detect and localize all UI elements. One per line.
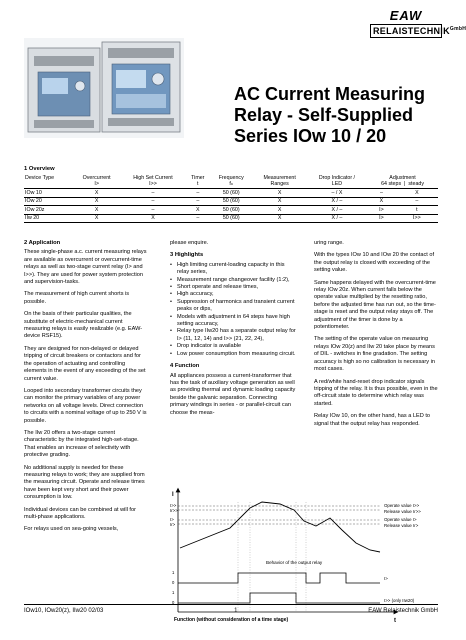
list-item: • Relay type IIw20 has a separate output relay for I> (11, 12, 14) and I>> (21, 22, 24),	[170, 328, 296, 343]
label-iopp: I>>	[170, 503, 177, 508]
svg-text:0: 0	[172, 580, 175, 585]
paragraph: Individual devices can be combined at will for multi-phase applications.	[24, 506, 136, 520]
paragraph: A red/white hand-reset drop indicator signals tripping of the relay. It is thus possible, even in the off-circuit state to determine which relay was started.	[314, 378, 438, 407]
table-row: IOw 10 X – – 50 (60) X – / X – X	[24, 189, 438, 198]
paragraph: With the types IOw 10 and IOw 20 the contact of the output relay is closed with exceeding of the setting value.	[314, 252, 435, 274]
overview-header-row	[24, 174, 438, 189]
footer-right: EAW Relaistechnik GmbH	[368, 608, 438, 614]
paragraph: No additional supply is needed for these measuring relays to work; they are supplied from the measuring circuit. Operate and release times have been kept very short and their power consumption is low.	[24, 464, 145, 501]
label-irpp: Ir>>	[170, 508, 178, 513]
paragraph: The setting of the operate value on measuring relays IOw 20(z) and IIw 20 take place by means of DIL - switches in fine gradation. The setting accuracy is high so no calibration is necessary in most cases.	[314, 336, 435, 373]
paragraph: On the basis of their particular qualities, the substitute of electric-mechanical current measuring relays is easily realizable (e.g. EAW-device RSF15).	[24, 311, 143, 340]
header-adjustment: Adjustment 64 steps | steady	[367, 174, 438, 189]
list-item: • Short operate and release times,	[170, 284, 296, 291]
document-title: AC Current Measuring Relay - Self-Supplied Series IOw 10 / 20	[234, 84, 426, 146]
paragraph: please enquire.	[170, 240, 209, 246]
label-irp: Ir>	[170, 522, 176, 527]
table-row: IOw 20z X – X 50 (60) X X / – I> t	[24, 206, 438, 215]
svg-text:0: 0	[172, 600, 175, 605]
list-item: • High limiting current-loading capacity in this relay series,	[170, 262, 296, 277]
header-overcurrent: Overcurrent I>	[73, 174, 120, 189]
label-iop: I>	[170, 517, 174, 522]
page-footer	[24, 604, 438, 614]
header-timer: Timer t	[186, 174, 210, 189]
paragraph: For relays used on sea-going vessels,	[24, 526, 119, 533]
table-row: IIw 20 X X – 50 (60) X X / – I> I>>	[24, 214, 438, 223]
application-column	[24, 240, 148, 539]
output-label-i: I>	[384, 576, 388, 581]
y-axis-label: I	[172, 492, 174, 498]
function-column	[314, 240, 438, 433]
paragraph: All appliances possess a current-transformer that has the task of auxiliary voltage generation as well as providing thermal and dynamic loading capacity beside the galvanic separation. Connecting primary windings in series - or parallel-circuit can choose the meas-	[170, 372, 296, 416]
footer-left: IOw10, IOw20(z), IIw20 02/03	[24, 608, 104, 614]
legend-release-irp: Release value Ir>	[384, 523, 419, 528]
paragraph: These single-phase a.c. current measuring relays are available as overcurrent or overcurrent-time relays as well as two-stage current relay (I> and I>>). They are used for power system protection and supervision-tasks.	[24, 249, 147, 286]
table-row: IOw 20 X – – 50 (60) X X / – X –	[24, 197, 438, 206]
highlights-list	[170, 262, 296, 358]
logo-line: $RELAISTECHNIK^{GmbH}$	[370, 24, 442, 38]
header-high-set: High Set Current I>>	[120, 174, 185, 189]
svg-text:1: 1	[172, 570, 175, 575]
section-heading: 4 Function	[170, 363, 200, 370]
paragraph: The measurement of high current shorts is possible.	[24, 291, 130, 305]
section-heading: 3 Highlights	[170, 252, 204, 259]
diagram-caption: Function (without consideration of a time stage)	[174, 617, 289, 623]
overview-table	[24, 174, 438, 223]
list-item: • Suppression of harmonics and transient current peaks or dips,	[170, 299, 296, 314]
section-heading: 2 Application	[24, 240, 61, 246]
output-ipp-trace	[178, 593, 380, 603]
legend-operate-ipp: Operate value I>>	[384, 503, 420, 508]
list-item: • Models with adjustment in 64 steps have high setting accuracy,	[170, 314, 296, 329]
overview-heading: 1 Overview	[24, 166, 55, 172]
paragraph: The IIw 20 offers a two-stage current characteristic by the integrated high-set-stage. That enables an increase of selectivity with protective grading.	[24, 429, 139, 459]
product-photo	[24, 38, 184, 138]
list-item: • Measurement range changeover facility (1:2),	[170, 277, 296, 284]
list-item: • Drop indicator is available	[170, 343, 296, 350]
paragraph: uring range.	[314, 240, 344, 246]
header-drop: Drop Indicator / LED	[307, 174, 367, 189]
legend-release-irpp: Release value Ir>>	[384, 509, 421, 514]
page-number: 1	[234, 608, 238, 614]
list-item: • High accuracy,	[170, 291, 296, 298]
paragraph: Same happens delayed with the overcurrent-time relay IOw 20z. When current falls below the operate value multiplied by the resetting ratio, before the adjusted time has run out, so the time-stage is reset and the output relay stays off. The adjustment of the timer is done by a potentiometer.	[314, 279, 436, 331]
header-frequency: Frequency fₙ	[210, 174, 253, 189]
t-axis-label: t	[394, 618, 396, 624]
paragraph: Relay IOw 10, on the other hand, has a LED to signal that the output relay has responded.	[314, 413, 430, 427]
paragraph: They are designed for non-delayed or delayed tripping of circuit breakers or contactors and for the operation of actuating and controlling elements in the event of any exceeding of the set current value.	[24, 345, 146, 382]
highlights-column	[170, 240, 296, 422]
paragraph: Looped into secondary transformer circuits they can monitor the primary variables of any power networks on all voltage levels. Direct connection to circuits with a nominal voltage of up to 250 V is possible.	[24, 387, 147, 424]
header-ranges: Measurement Ranges	[253, 174, 307, 189]
behavior-label: Behavior of the output relay	[266, 560, 323, 565]
company-logo	[370, 8, 466, 38]
output-label-ipp: I>> (only IIw20)	[384, 598, 415, 603]
list-item: • Low power consumption from measuring circuit.	[170, 351, 296, 358]
output-i-trace	[178, 573, 380, 583]
logo-brand: EAW	[389, 8, 423, 23]
svg-text:1: 1	[172, 590, 175, 595]
header-device: Device Type	[24, 174, 73, 189]
current-curve	[180, 502, 380, 552]
legend-operate-ip: Operate value I>	[384, 517, 417, 522]
